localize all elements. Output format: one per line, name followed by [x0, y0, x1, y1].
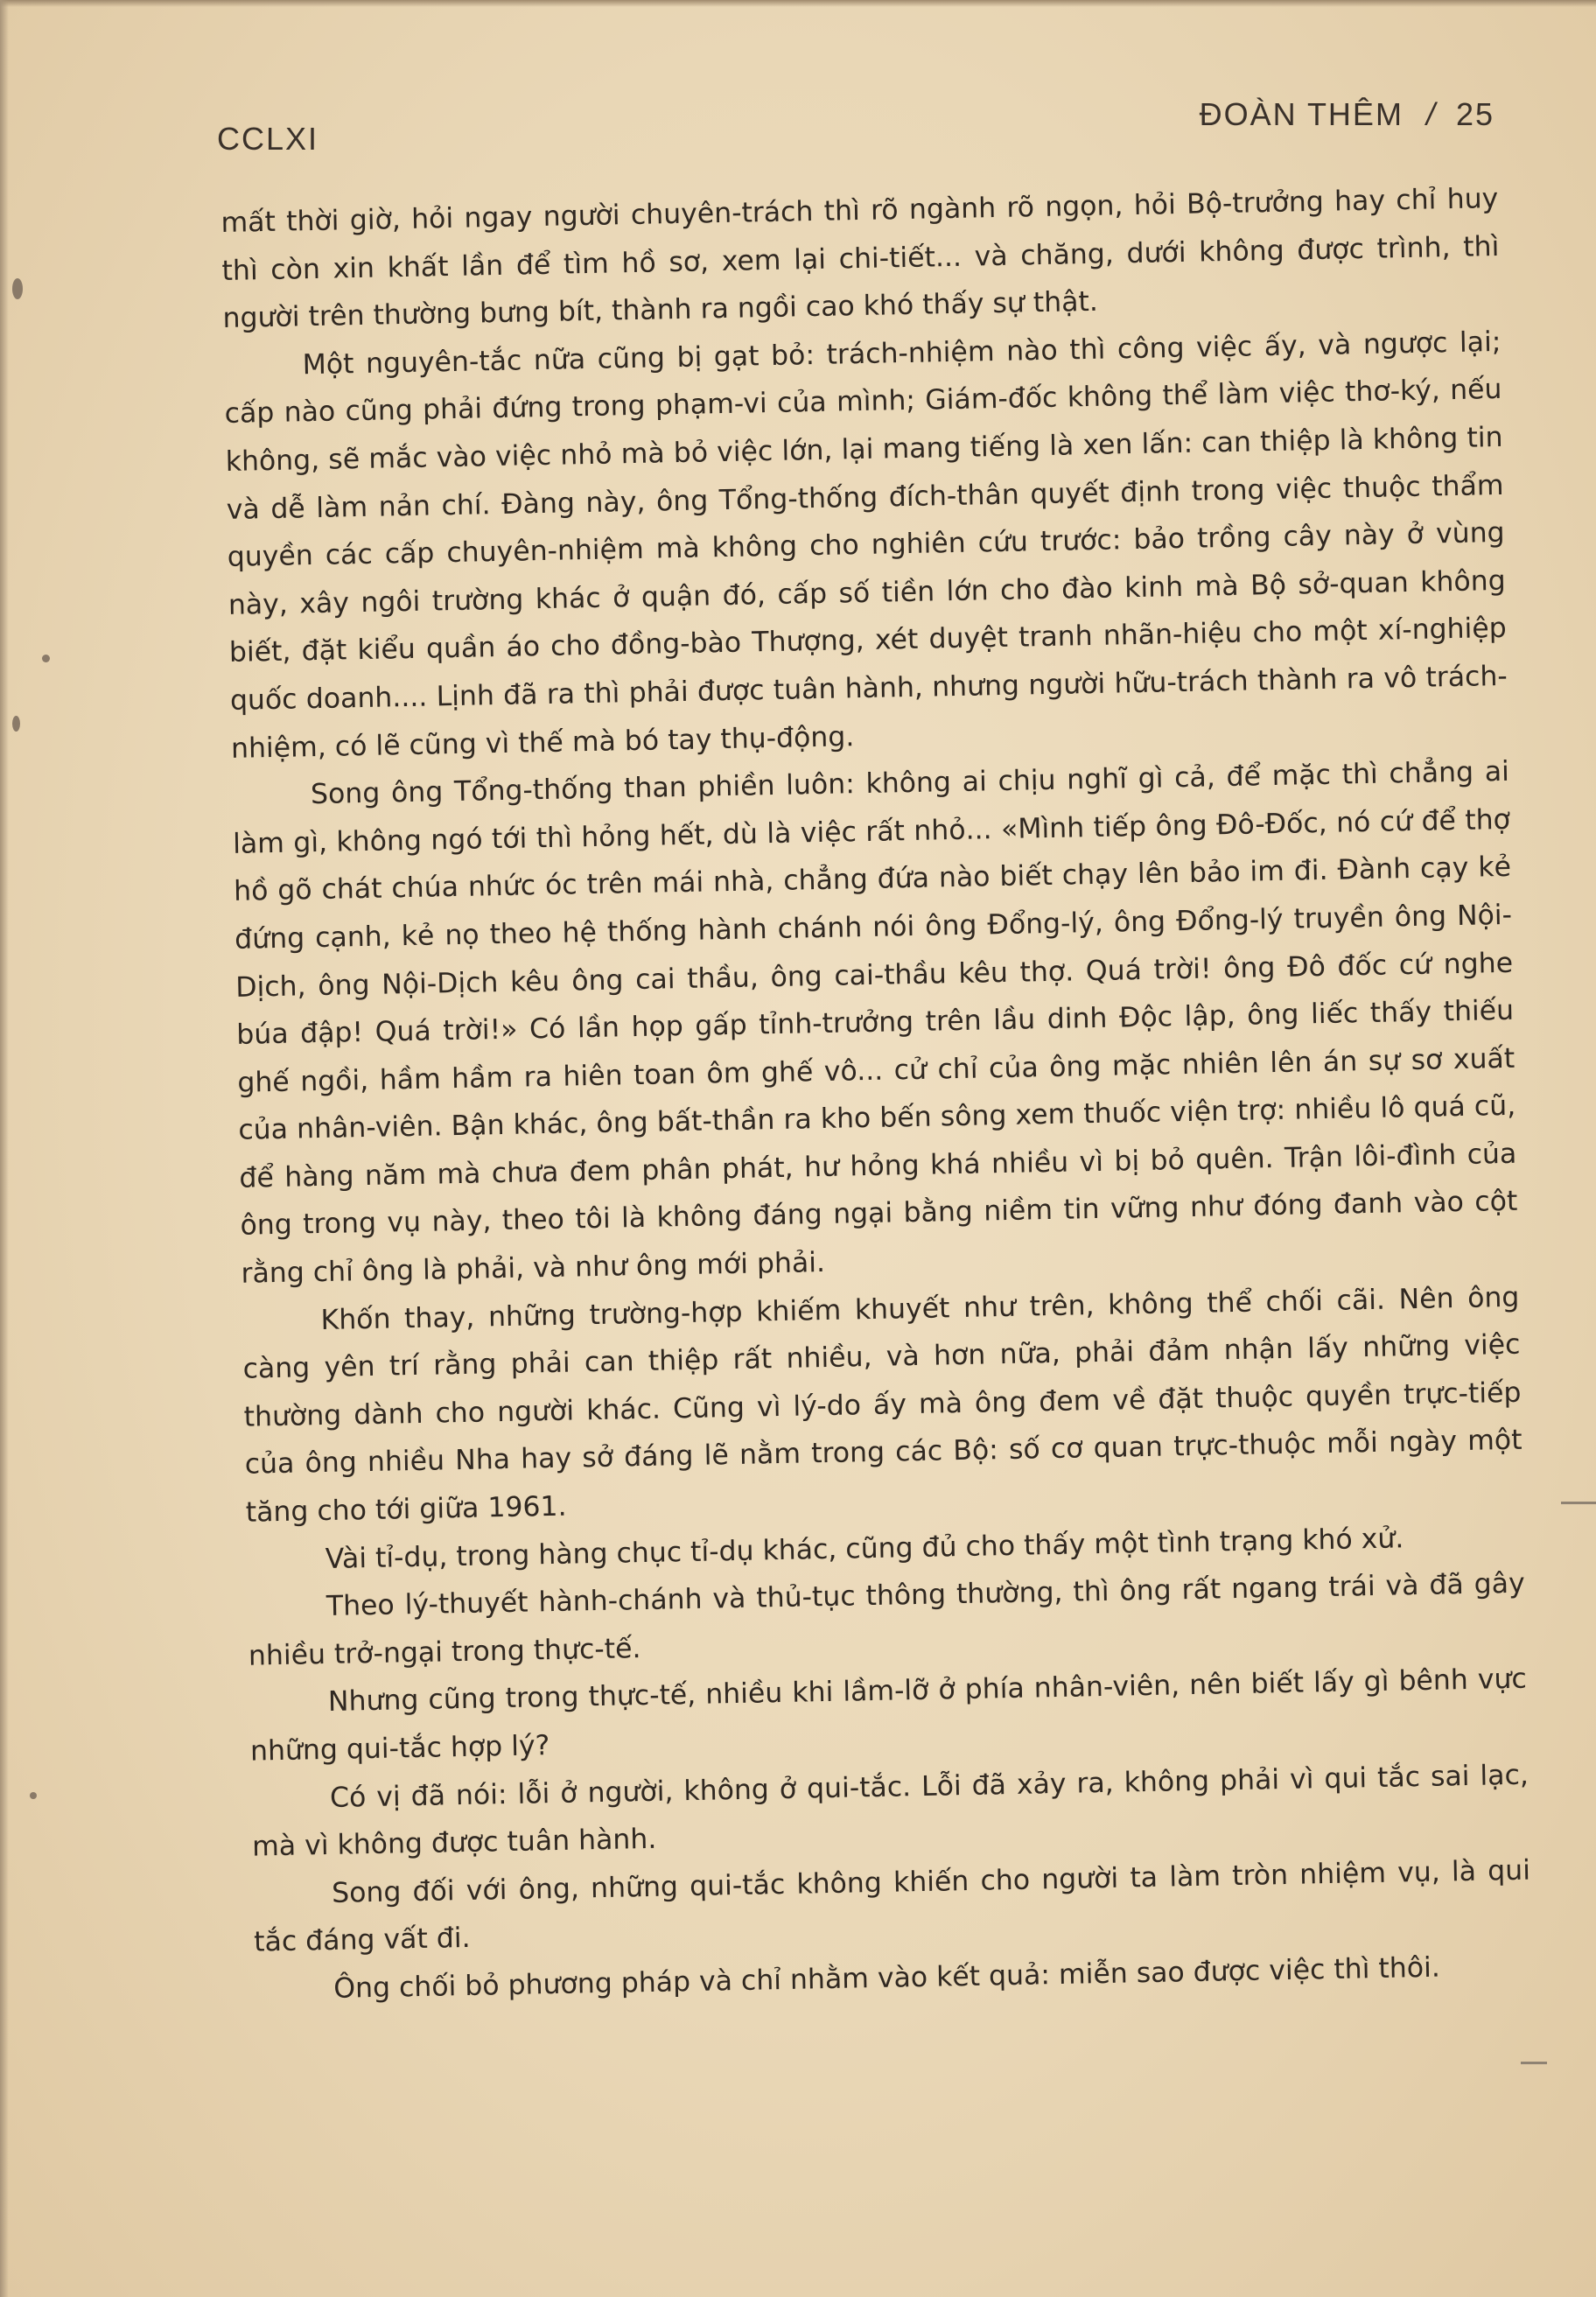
header-author-page [1200, 96, 1494, 133]
margin-speck [30, 1792, 37, 1799]
paragraph: Song đối với ông, những qui-tắc không khiến cho người ta làm tròn nhiệm vụ, là qui tắc đáng vất đi. [253, 1854, 1531, 1959]
paragraph: Khốn thay, những trường-hợp khiếm khuyết như trên, không thể chối cãi. Nên ông càng yên trí rằng phải can thiệp rất nhiều, và hơn nữa, phải đảm nhận lấy những việc thường dành cho người khác. Cũng vì lý-do ấy mà ông đem về đặt thuộc quyền trực-tiếp của ông nhiều Nha hay sở đáng lẽ nằm trong các Bộ: số cơ quan trực-thuộc mỗi ngày một tăng cho tới giữa 1961. [242, 1281, 1522, 1529]
margin-speck [12, 716, 20, 732]
paragraph: Song ông Tổng-thống than phiền luôn: không ai chịu nghĩ gì cả, để mặc thì chẳng ai làm gì, không ngó tới thì hỏng hết, dù là việc rất nhỏ... «Mình tiếp ông Đô-Đốc, nó cứ để thợ hồ gõ chát chúa nhức óc trên mái nhà, chẳng đứa nào biết chạy lên bảo im đi. Đành cạy kẻ đứng cạnh, kẻ nọ theo hệ thống hành chánh nói ông Đổng-lý, ông Đổng-lý truyền ông Nội-Dịch, ông Nội-Dịch kêu ông cai thầu, ông cai-thầu kêu thợ. Quá trời! ông Đô đốc cứ nghe búa đập! Quá trời!» Có lần họp gấp tỉnh-trưởng trên lầu dinh Độc lập, ông liếc thấy thiếu ghế ngồi, hầm hầm ra hiên toan ôm ghế vô... cử chỉ của ông mặc nhiên lên án sự sơ xuất của nhân-viên. Bận khác, ông bất-thần ra kho bến sông xem thuốc viện trợ: nhiều lô quá cũ, để hàng năm mà chưa đem phân phát, hư hỏng khá nhiều vì bị bỏ quên. Trận lôi-đình của ông trong vụ này, theo tôi là không đáng ngại bằng niềm tin vững như đóng đanh vào cột rằng chỉ ông là phải, và như ông mới phải. [232, 755, 1518, 1290]
header-separator: / [1425, 96, 1437, 132]
paragraph: Có vị đã nói: lỗi ở người, không ở qui-tắc. Lỗi đã xảy ra, không phải vì qui tắc sai lạc, mà vì không được tuân hành. [251, 1759, 1530, 1863]
paragraph: Theo lý-thuyết hành-chánh và thủ-tục thông thường, thì ông rất ngang trái và đã gây nhiều trở-ngại trong thực-tế. [248, 1567, 1525, 1672]
paragraph: Vài tỉ-dụ, trong hàng chục tỉ-dụ khác, cũng đủ cho thấy một tình trạng khó xử. [325, 1522, 1404, 1575]
page-top-edge [0, 0, 1596, 7]
paragraph: Nhưng cũng trong thực-tế, nhiều khi lầm-lỡ ở phía nhân-viên, nên biết lấy gì bênh vực những qui-tắc hợp lý? [249, 1663, 1528, 1768]
margin-speck [42, 655, 50, 662]
margin-dash [1561, 1502, 1596, 1504]
margin-speck [12, 278, 23, 299]
running-header [217, 96, 1494, 157]
paragraph: Một nguyên-tắc nữa cũng bị gạt bỏ: trách-nhiệm nào thì công việc ấy, và ngược lại; cấp nào cũng phải đứng trong phạm-vi của mình; Giám-đốc không thể làm việc thơ-ký, nếu không, sẽ mắc vào việc nhỏ mà bỏ việc lớn, lại mang tiếng là xen lấn: can thiệp là không tin và dễ làm nản chí. Đàng này, ông Tổng-thống đích-thân quyết định trong việc thuộc thẩm quyền các cấp chuyên-nhiệm mà không cho nghiên cứu trước: bảo trồng cây này ở vùng này, xây ngôi trường khác ở quận đó, cấp số tiền lớn cho đào kinh mà Bộ sở-quan không biết, đặt kiểu quần áo cho đồng-bào Thượng, xét duyệt tranh nhãn-hiệu cho một xí-nghiệp quốc doanh.... Lịnh đã ra thì phải được tuân hành, nhưng người hữu-trách thành ra vô trách-nhiệm, có lẽ cũng vì thế mà bó tay thụ-động. [224, 326, 1508, 765]
page-number: 25 [1455, 96, 1494, 132]
margin-dash [1521, 2062, 1547, 2064]
page-left-edge [0, 0, 9, 2297]
author-name: ĐOÀN THÊM [1199, 96, 1404, 132]
body-text [220, 175, 1533, 2014]
paragraph: Ông chối bỏ phương pháp và chỉ nhằm vào kết quả: miễn sao được việc thì thôi. [332, 1951, 1441, 2005]
paragraph: mất thời giờ, hỏi ngay người chuyên-trách thì rõ ngành rõ ngọn, hỏi Bộ-trưởng hay chỉ huy thì còn xin khất lần để tìm hồ sơ, xem lại chi-tiết... và chăng, dưới không được trình, thì người trên thường bưng bít, thành ra ngồi cao khó thấy sự thật. [220, 182, 1500, 335]
chapter-numeral: CCLXI [217, 121, 319, 157]
